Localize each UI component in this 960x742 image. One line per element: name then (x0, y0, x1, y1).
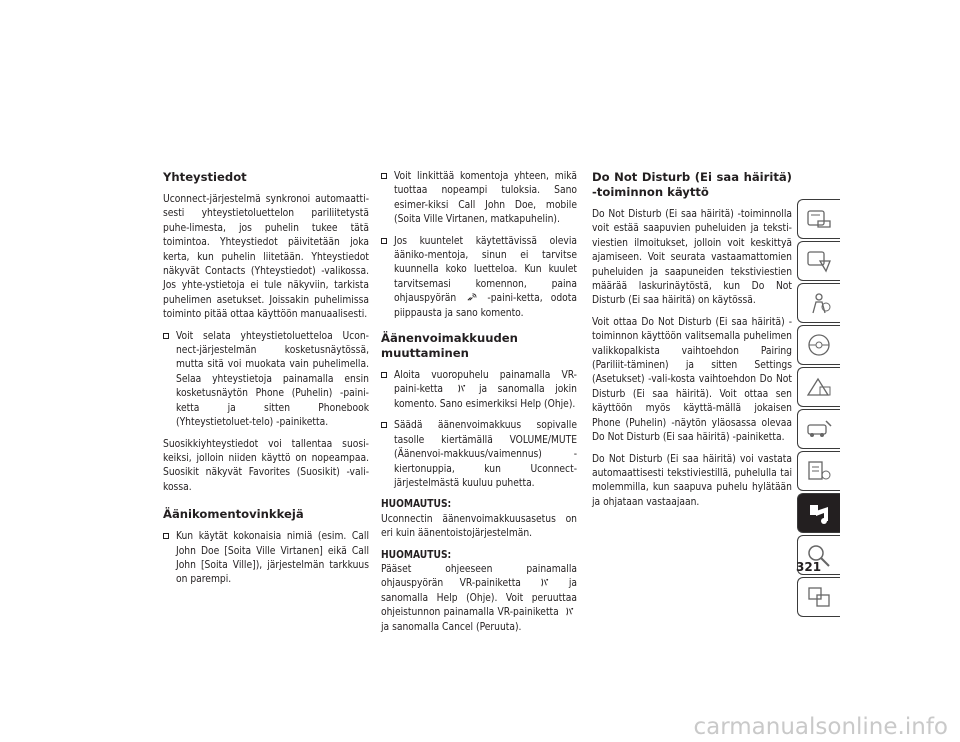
bullet-square-icon (163, 333, 169, 339)
chapter-tabs (797, 199, 840, 619)
bullet-text: -paini-ketta, odota piippausta ja sano komento. (394, 293, 577, 319)
bullet-text: Kun käytät kokonaisia nimiä (esim. Call John Doe [Soita Ville Virtanen] eikä Call John [Soita Ville]), järjestelmän tarkkuus on parempi. (176, 531, 369, 586)
tab-emergency[interactable] (797, 367, 840, 407)
paragraph: Suosikkiyhteystiedot voi tallentaa suosi-keiksi, jolloin niiden käyttö on nopeampaa. Suosikit näkyvät Favorites (Suosikit) -vali-kossa. (163, 438, 369, 493)
paragraph: Uconnect-järjestelmä synkronoi automaatti-sesti yhteystietoluettelon pariliitetystä puhe-limesta, jos puhelin tukee tätä toimintoa. Yhteystiedot päivitetään joka kerta, kun puhelin liitetään. Yhteystiedot näkyvät Contacts (Yhteystiedot) -valikossa. Jos yhte-ystietoja ei tule näkyviin, tarkista puhelimen asetukset. Joissakin puhelimissa toiminto pitää ottaa käyttöön manuaalisesti. (163, 194, 369, 321)
page-number: 321 (796, 560, 822, 574)
language-icon (804, 583, 834, 611)
airbag-safety-icon (804, 289, 834, 317)
section-heading-voice-tips: Äänikomentovinkkejä (163, 507, 304, 522)
watermark (0, 712, 960, 742)
paragraph: Voit ottaa Do Not Disturb (Ei saa häiritä) -toiminnon käyttöön valitsemalla puhelimen valikkopalkista vaihtoehdon Pairing (Pariliit-täminen) ja sitten Settings (Asetukset) -vali-kosta vaihtoehdon Do Not Disturb (Ei saa häiritä). Voit ottaa sen käyttöön myös käyttä-mällä jokaisen Phone (Puhelin) -näytön yläosassa olevaa Do Not Disturb (Ei saa häiritä) -painiketta. (592, 316, 792, 444)
paragraph: Do Not Disturb (Ei saa häiritä) voi vastata automaattisesti tekstiviestillä, puhelulla tai molemmilla, kun saapuva puhelu hylätään ja ohjataan vastaajaan. (592, 453, 792, 508)
bullet-item (381, 235, 577, 321)
voice-recognition-icon (456, 383, 467, 394)
bullet-square-icon (381, 173, 387, 179)
watermark-text: carmanualsonline.info (693, 714, 948, 740)
tab-multimedia[interactable] (797, 493, 840, 533)
bullet-square-icon (381, 422, 387, 428)
bullet-text: Jos kuuntelet käytettävissä olevia ääniko-mentoja, sinun ei tarvitse kuunnella koko luetteloa. Kun kuulet tarvitsemasi komennon, paina ohjauspyörän (394, 235, 577, 305)
bullet-item (163, 530, 369, 588)
note-text: ja sanomalla Help (Ohje). Voit peruuttaa ohjeistunnon painamalla VR-painiketta (381, 578, 577, 619)
steering-wheel-icon (804, 331, 834, 359)
note-block (381, 549, 577, 635)
bullet-text: Säädä äänenvoimakkuus sopivalle tasolle kiertämällä VOLUME/MUTE (Äänenvoi-makkuus/vaimennus) -kiertonuppia, kun Uconnect-järjestelmästä kuuluu puhetta. (394, 420, 577, 489)
multimedia-icon (804, 499, 834, 527)
bullet-item (381, 419, 577, 491)
emergency-triangle-icon (804, 373, 834, 401)
paragraph: Do Not Disturb (Ei saa häiritä) -toiminnolla voit estää saapuvien puheluiden ja teksti-viestien ilmoitukset, jolloin voit keskittyä ajamiseen. Voit seurata vastaamattomien puheluiden ja saapuneiden tekstiviestien määrää laskurinäytöstä, kun Do Not Disturb (Ei saa häiritä) on käytössä. (592, 209, 792, 307)
specifications-icon (804, 457, 834, 485)
section-heading-volume: Äänenvoimakkuuden muuttaminen (381, 331, 518, 361)
note-label: HUOMAUTUS: (381, 499, 452, 511)
tab-car-info[interactable] (797, 199, 840, 239)
bullet-item (163, 330, 369, 431)
bullet-text: Voit linkittää komentoja yhteen, mikä tuottaa nopeampi tuloksia. Sano esimer-kiksi Call John Doe, mobile (Soita Ville Virtanen, matkapuhelin). (394, 171, 577, 226)
bullet-square-icon (381, 238, 387, 244)
note-text: ja sanomalla Cancel (Peruuta). (381, 621, 522, 633)
talk-button-icon (466, 292, 477, 303)
section-heading-contacts: Yhteystiedot (163, 170, 247, 184)
bullet-text: Voit selata yhteystietoluetteloa Ucon-nect-järjestelmän kosketusnäytössä, mutta sitä voi muokata vain puhelimella. Selaa yhteystietoja painamalla ensin kosketusnäytön Phone (Puhelin) -paini-ketta ja sitten Phonebook (Yhteystietoluet-telo) -painiketta. (176, 330, 369, 429)
bullet-item (381, 369, 577, 412)
bullet-square-icon (381, 372, 387, 378)
note-block (381, 498, 577, 541)
column-1 (163, 170, 369, 595)
note-label: HUOMAUTUS: (381, 549, 452, 561)
bullet-text: ja sanomalla jokin komento. Sano esimerkiksi Help (Ohje). (394, 384, 577, 410)
note-text: Uconnectin äänenvoimakkuusasetus on eri kuin äänentoistojärjestelmän. (381, 513, 577, 540)
voice-recognition-icon (539, 577, 550, 588)
voice-recognition-icon (564, 606, 575, 617)
tab-driving[interactable] (797, 325, 840, 365)
tab-safety[interactable] (797, 283, 840, 323)
bullet-text: Aloita vuoropuhelu painamalla VR-paini-ketta (394, 370, 577, 396)
dashboard-warning-icon (804, 247, 834, 275)
tab-specifications[interactable] (797, 451, 840, 491)
car-service-icon (804, 415, 834, 443)
column-3 (592, 170, 792, 517)
bullet-item (381, 170, 577, 228)
car-info-icon (804, 205, 834, 233)
note-text: Pääset ohjeeseen painamalla ohjauspyörän VR-painiketta (381, 563, 577, 590)
bullet-square-icon (163, 533, 169, 539)
tab-dashboard[interactable] (797, 241, 840, 281)
tab-language[interactable] (797, 577, 840, 617)
tab-service[interactable] (797, 409, 840, 449)
column-2 (381, 170, 577, 642)
section-heading-do-not-disturb: Do Not Disturb (Ei saa häiritä) -toiminnon käyttö (592, 170, 792, 199)
